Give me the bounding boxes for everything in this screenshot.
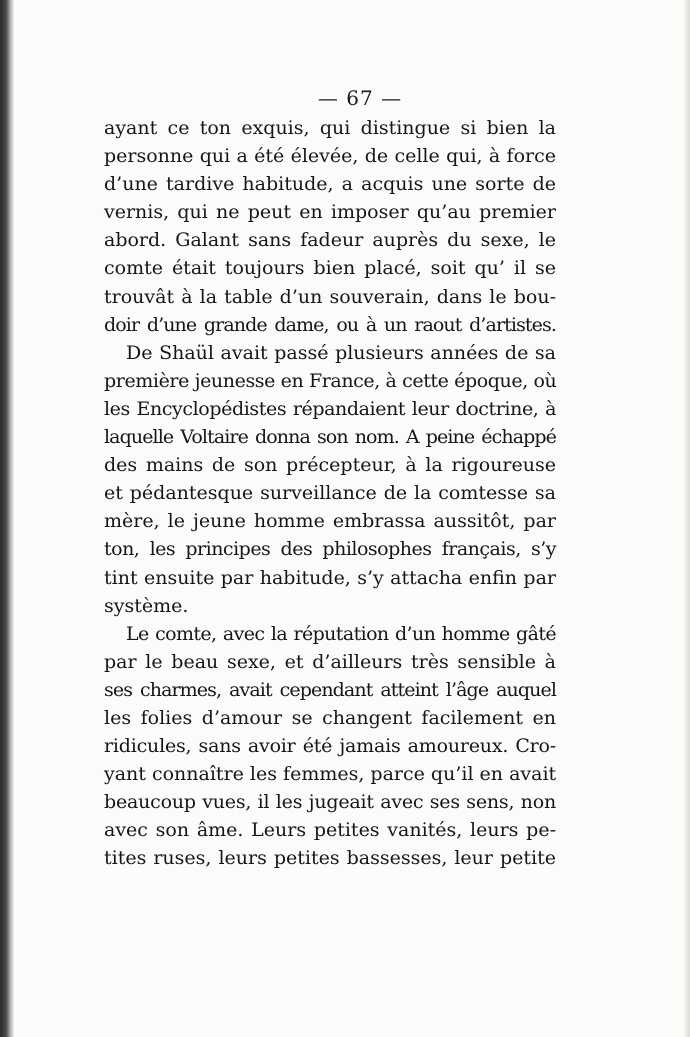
page-binding-edge [0,0,14,1037]
text-line: avec son âme. Leurs petites vanités, leurs pe- [104,819,556,842]
text-line: des mains de son précepteur, à la rigoureuse [104,454,556,477]
text-line: mère, le jeune homme embrassa aussitôt, par [104,510,556,533]
text-line: les Encyclopédistes répandaient leur doctrine, à [104,397,556,420]
text-line: les folies d’amour se changent facilement en [104,706,556,729]
text-line: ridicules, sans avoir été jamais amoureux. Cro- [104,735,556,758]
text-line: yant connaître les femmes, parce qu’il en avait [104,763,557,786]
text-line: laquelle Voltaire donna son nom. A peine échappé [104,426,556,449]
text-line: première jeunesse en France, à cette époque, où [104,369,557,392]
text-line: tint ensuite par habitude, s’y attacha enfin par [104,566,556,589]
paragraph-start-line: De Shaül avait passé plusieurs années de sa [126,341,556,364]
text-line: ayant ce ton exquis, qui distingue si bien la [104,117,556,139]
text-line: vernis, qui ne peut en imposer qu’au premier [104,201,556,224]
text-line: ses charmes, avait cependant atteint l’âge auquel [104,678,556,701]
text-line: beaucoup vues, il les jugeait avec ses sens, non [104,791,556,814]
text-line: comte était toujours bien placé, soit qu’ il se [104,257,556,280]
text-line: d’une tardive habitude, a acquis une sorte de [104,173,556,196]
text-line: doir d’une grande dame, ou à un raout d’artistes. [104,313,556,336]
text-line: par le beau sexe, et d’ailleurs très sensible à [104,650,556,673]
page-number: — 67 — [317,86,403,110]
text-line: personne qui a été élevée, de celle qui, à force [104,145,556,168]
text-line: tites ruses, leurs petites bassesses, leur petite [104,847,556,870]
paragraph-end-line: système. [104,594,189,617]
page-right-edge [684,0,690,1037]
paragraph-start-line: Le comte, avec la réputation d’un homme gâté [126,622,556,645]
body-text [104,114,556,873]
text-line: trouvât à la table d’un souverain, dans le bou- [104,285,556,308]
text-line: ton, les principes des philosophes français, s’y [104,538,556,561]
text-line: et pédantesque surveillance de la comtesse sa [104,482,556,505]
text-line: abord. Galant sans fadeur auprès du sexe, le [104,229,556,252]
